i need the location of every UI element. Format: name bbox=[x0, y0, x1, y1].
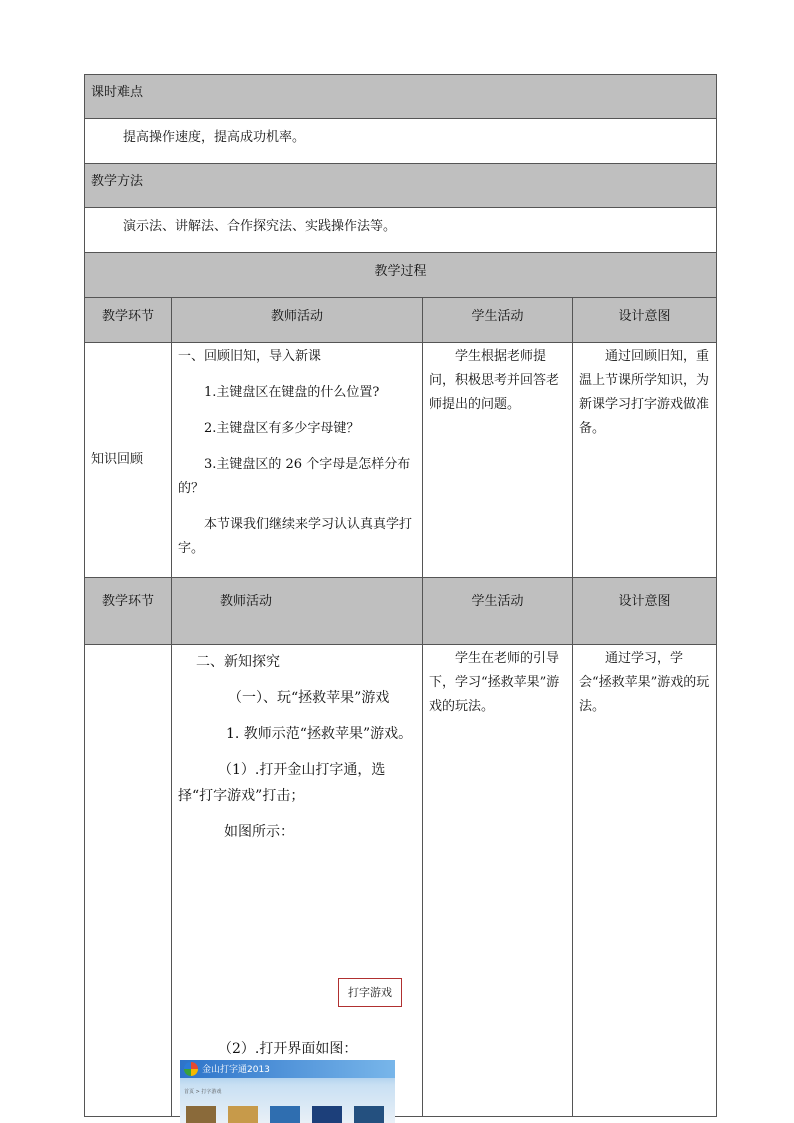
app-logo-icon bbox=[184, 1062, 198, 1076]
app-breadcrumb: 首页 > 打字游戏 bbox=[184, 1089, 222, 1095]
method-text: 演示法、讲解法、合作探究法、实践操作法等。 bbox=[85, 208, 717, 253]
app-title: 金山打字通2013 bbox=[202, 1065, 270, 1075]
student-activity-2: 学生在老师的引导下，学习“拯救苹果”游戏的玩法。 bbox=[423, 645, 573, 1117]
stage-review: 知识回顾 bbox=[85, 343, 172, 578]
design-intent-1: 通过回顾旧知，重温上节课所学知识，为新课学习打字游戏做准备。 bbox=[573, 343, 717, 578]
col-header-student-2: 学生活动 bbox=[423, 578, 573, 645]
game-thumbnail[interactable] bbox=[312, 1106, 342, 1123]
game-thumbnail[interactable] bbox=[186, 1106, 216, 1123]
method-header: 教学方法 bbox=[85, 164, 717, 208]
difficulty-header: 课时难点 bbox=[85, 75, 717, 119]
game-thumbnail[interactable] bbox=[270, 1106, 300, 1123]
difficulty-text: 提高操作速度，提高成功机率。 bbox=[85, 119, 717, 164]
process-title: 教学过程 bbox=[85, 253, 717, 298]
teacher-line: 1. 教师示范“拯救苹果”游戏。 bbox=[226, 726, 413, 742]
col-header-stage: 教学环节 bbox=[85, 298, 172, 343]
teacher-line: 本节课我们继续来学习认认真真学打字。 bbox=[178, 517, 413, 556]
teacher-line: （一）、玩“拯救苹果”游戏 bbox=[228, 690, 390, 706]
teacher-line: 如图所示： bbox=[224, 824, 294, 840]
teacher-activity-1 bbox=[172, 343, 423, 578]
stage-explore bbox=[85, 645, 172, 1117]
teacher-line: （1）.打开金山打字通，选择“打字游戏”打击； bbox=[178, 762, 386, 804]
typing-game-button[interactable]: 打字游戏 bbox=[338, 978, 402, 1007]
design-intent-2: 通过学习，学会“拯救苹果”游戏的玩法。 bbox=[573, 645, 717, 1117]
typing-app-screenshot bbox=[180, 1060, 395, 1123]
col-header-teacher-2: 教师活动 bbox=[172, 578, 423, 645]
teacher-line: 1.主键盘区在键盘的什么位置? bbox=[204, 385, 380, 400]
col-header-intent-2: 设计意图 bbox=[573, 578, 717, 645]
teacher-line: 一、回顾旧知，导入新课 bbox=[178, 349, 322, 364]
game-thumbnail[interactable] bbox=[354, 1106, 384, 1123]
col-header-teacher: 教师活动 bbox=[172, 298, 423, 343]
teacher-line: 2.主键盘区有多少字母键？ bbox=[204, 421, 360, 436]
col-header-stage-2: 教学环节 bbox=[85, 578, 172, 645]
step-open-ui: （2）.打开界面如图： bbox=[218, 1041, 358, 1057]
col-header-student: 学生活动 bbox=[423, 298, 573, 343]
teacher-line: 3.主键盘区的 26 个字母是怎样分布的？ bbox=[178, 457, 411, 496]
col-header-intent: 设计意图 bbox=[573, 298, 717, 343]
game-thumbnail[interactable] bbox=[228, 1106, 258, 1123]
teacher-line: 二、新知探究 bbox=[196, 654, 280, 670]
lesson-plan-table bbox=[84, 74, 717, 1117]
student-activity-1: 学生根据老师提问，积极思考并回答老师提出的问题。 bbox=[423, 343, 573, 578]
